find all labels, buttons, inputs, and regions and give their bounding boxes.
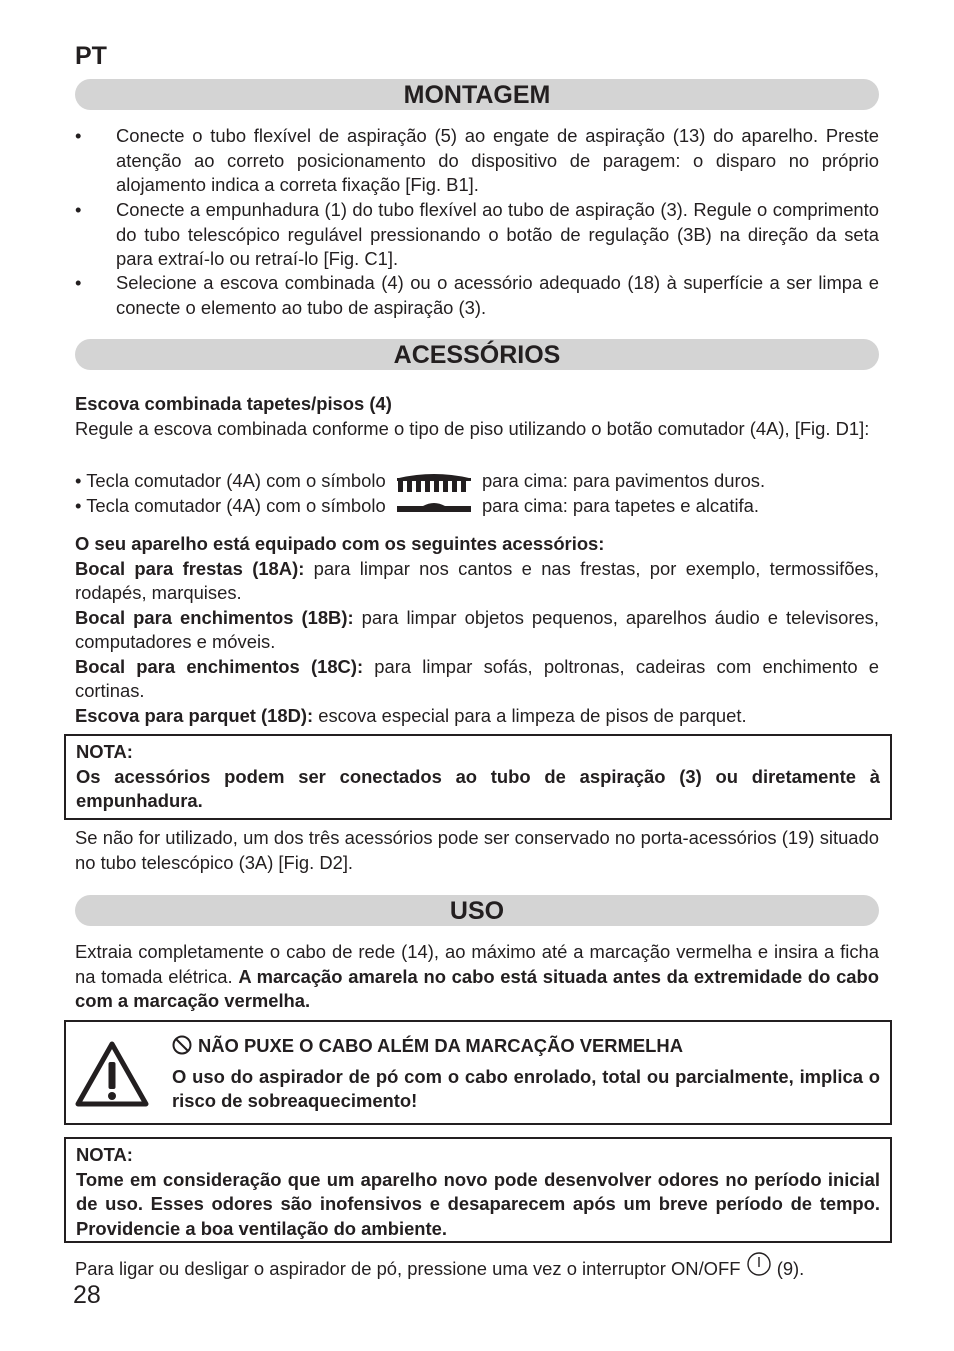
accessory-item: Bocal para frestas (18A): para limpar nos cantos e nas frestas, por exemplo, termossifões, rodapés, marquises. [75, 557, 879, 603]
nota-box-uso [64, 1137, 892, 1243]
uso-intro: Extraia completamente o cabo de rede (14), ao máximo até a marcação vermelha e insira a ficha na tomada elétrica. A marcação amarela no cabo está situada antes da extremidade do cabo com a marcação vermelha. [75, 941, 879, 1011]
bullet-text: Conecte o tubo flexível de aspiração (5) ao engate de aspiração (13) do aparelho. Preste atenção ao correto posicionamento do dispositivo de paragem: o disparo no próprio alojamento indica a correta fixação [Fig. B1]. [116, 125, 879, 195]
tecla-line-1: • Tecla comutador (4A) com o símbolo para cima: para pavimentos duros. [75, 470, 766, 491]
section-title-uso: USO [75, 895, 879, 926]
warning-triangle-icon [74, 1040, 150, 1108]
power-button-icon [746, 1251, 772, 1277]
section-title-acessorios: ACESSÓRIOS [75, 339, 879, 370]
language-label: PT [75, 42, 107, 70]
list-item: • Selecione a escova combinada (4) ou o acessório adequado (18) à superfície a ser limpa e conecte o elemento ao tubo de aspiração (3). [75, 271, 879, 320]
escova-text: Regule a escova combinada conforme o tipo de piso utilizando o botão comutador (4A), [Fig. D1]: [75, 417, 870, 439]
nota-box-acessorios [64, 734, 892, 820]
after-nota-text: Se não for utilizado, um dos três acessórios pode ser conservado no porta-acessórios (19) situado no tubo telescópico (3A) [Fig. D2]. [75, 827, 879, 873]
nota-label: NOTA: [76, 1144, 133, 1165]
hard-floor-bristles-icon [395, 472, 473, 492]
list-item: • Conecte o tubo flexível de aspiração (5) ao engate de aspiração (13) do aparelho. Preste atenção ao correto posicionamento do dispositivo de paragem: o disparo no próprio alojamento indica a correta fixação [Fig. B1]. [75, 124, 879, 198]
warning-heading: NÃO PUXE O CABO ALÉM DA MARCAÇÃO VERMELHA [172, 1034, 880, 1059]
tecla-line-2: • Tecla comutador (4A) com o símbolo para cima: para tapetes e alcatifa. [75, 495, 759, 516]
prohibited-icon [172, 1035, 192, 1055]
final-line: Para ligar ou desligar o aspirador de pó, pressione uma vez o interruptor ON/OFF (9). [75, 1251, 879, 1282]
nota-label: NOTA: [76, 741, 133, 762]
bullet-text: Conecte a empunhadura (1) do tubo flexível ao tubo de aspiração (3). Regule o comprimento do tubo telescópico regulável pressionando o botão de regulação (3B) na direção da seta para extraí-lo ou retraí-lo [Fig. C1]. [116, 199, 879, 269]
section-title-montagem: MONTAGEM [75, 79, 879, 110]
accessory-item: Bocal para enchimentos (18B): para limpar objetos pequenos, aparelhos áudio e televisores, computadores e móveis. [75, 606, 879, 652]
warning-text: O uso do aspirador de pó com o cabo enrolado, total ou parcialmente, implica o risco de sobreaquecimento! [172, 1065, 880, 1111]
bullet-text: Selecione a escova combinada (4) ou o acessório adequado (18) à superfície a ser limpa e conecte o elemento ao tubo de aspiração (3). [116, 272, 879, 318]
accessory-item: Escova para parquet (18D): escova especial para a limpeza de pisos de parquet. [75, 704, 747, 726]
page-number: 28 [73, 1281, 101, 1309]
equipado-heading: O seu aparelho está equipado com os seguintes acessórios: [75, 533, 605, 554]
nota-text: Tome em consideração que um aparelho novo pode desenvolver odores no período inicial de uso. Esses odores são inofensivos e desaparecem após um breve período de tempo. Providencie a boa ventilação do ambiente. [76, 1168, 880, 1239]
accessory-item: Bocal para enchimentos (18C): para limpar sofás, poltronas, cadeiras com enchimento e cortinas. [75, 655, 879, 701]
equipado-block [75, 532, 879, 728]
nota-text: Os acessórios podem ser conectados ao tubo de aspiração (3) ou diretamente à empunhadura. [76, 765, 880, 811]
escova-paragraph [75, 392, 879, 441]
list-item: • Conecte a empunhadura (1) do tubo flexível ao tubo de aspiração (3). Regule o comprimento do tubo telescópico regulável pressionando o botão de regulação (3B) na direção da seta para extraí-lo ou retraí-lo [Fig. C1]. [75, 198, 879, 272]
escova-heading: Escova combinada tapetes/pisos (4) [75, 393, 392, 414]
carpet-floor-icon [395, 500, 473, 514]
warning-box [64, 1020, 892, 1125]
